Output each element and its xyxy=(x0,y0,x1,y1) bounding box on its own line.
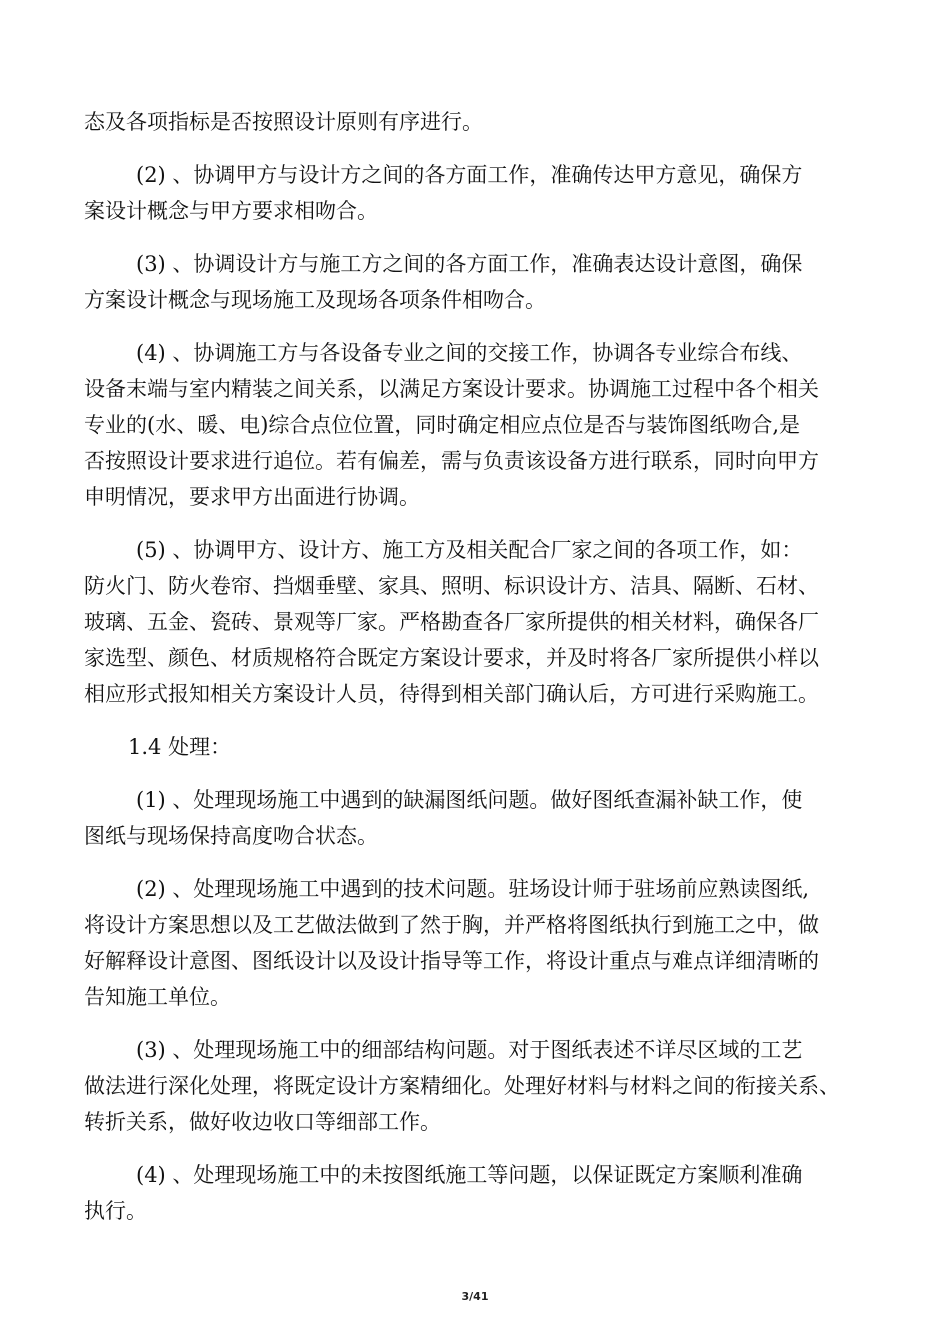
text-line: 专业的(水、暖、电)综合点位位置，同时确定相应点位是否与装饰图纸吻合,是 xyxy=(84,413,801,437)
text-line: (5) 、协调甲方、设计方、施工方及相关配合厂家之间的各项工作，如： xyxy=(136,538,803,562)
text-line: (4) 、处理现场施工中的未按图纸施工等问题，以保证既定方案顺利准确 xyxy=(136,1163,803,1187)
text-line: (2) 、协调甲方与设计方之间的各方面工作，准确传达甲方意见，确保方 xyxy=(136,163,803,187)
text-line: (2) 、处理现场施工中遇到的技术问题。驻场设计师于驻场前应熟读图纸, xyxy=(136,877,810,901)
text-line: 家选型、颜色、材质规格符合既定方案设计要求，并及时将各厂家所提供小样以 xyxy=(84,646,819,670)
text-line: 设备末端与室内精装之间关系，以满足方案设计要求。协调施工过程中各个相关 xyxy=(84,377,819,401)
text-line: (4) 、协调施工方与各设备专业之间的交接工作，协调各专业综合布线、 xyxy=(136,341,803,365)
text-line: (3) 、协调设计方与施工方之间的各方面工作，准确表达设计意图，确保 xyxy=(136,252,803,276)
text-line: (3) 、处理现场施工中的细部结构问题。对于图纸表述不详尽区域的工艺 xyxy=(136,1038,803,1062)
text-line: 防火门、防火卷帘、挡烟垂壁、家具、照明、标识设计方、洁具、隔断、石材、 xyxy=(84,574,819,598)
text-line: 案设计概念与甲方要求相吻合。 xyxy=(84,199,378,223)
text-line: 做法进行深化处理，将既定设计方案精细化。处理好材料与材料之间的衔接关系、 xyxy=(84,1074,840,1098)
text-line: (1) 、处理现场施工中遇到的缺漏图纸问题。做好图纸查漏补缺工作，使 xyxy=(136,788,803,812)
text-line: 态及各项指标是否按照设计原则有序进行。 xyxy=(84,110,483,134)
text-line: 执行。 xyxy=(84,1199,147,1223)
page-number: 3/41 xyxy=(461,1290,489,1303)
text-line: 玻璃、五金、瓷砖、景观等厂家。严格勘查各厂家所提供的相关材料，确保各厂 xyxy=(84,610,819,634)
text-line: 将设计方案思想以及工艺做法做到了然于胸，并严格将图纸执行到施工之中，做 xyxy=(84,913,819,937)
text-line: 否按照设计要求进行追位。若有偏差，需与负责该设备方进行联系，同时向甲方 xyxy=(84,449,819,473)
text-line: 好解释设计意图、图纸设计以及设计指导等工作，将设计重点与难点详细清晰的 xyxy=(84,949,819,973)
text-line: 方案设计概念与现场施工及现场各项条件相吻合。 xyxy=(84,288,546,312)
text-line: 转折关系，做好收边收口等细部工作。 xyxy=(84,1110,441,1134)
text-line: 相应形式报知相关方案设计人员，待得到相关部门确认后，方可进行采购施工。 xyxy=(84,682,819,706)
section-heading: 1.4 处理： xyxy=(128,735,232,759)
text-line: 告知施工单位。 xyxy=(84,985,231,1009)
text-line: 图纸与现场保持高度吻合状态。 xyxy=(84,824,378,848)
text-line: 申明情况，要求甲方出面进行协调。 xyxy=(84,485,420,509)
